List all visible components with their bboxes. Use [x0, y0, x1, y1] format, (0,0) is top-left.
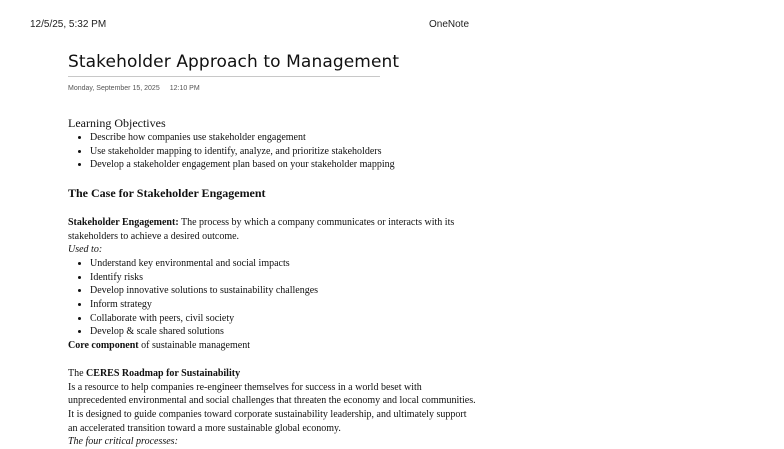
core-component-line: Core component of sustainable management	[68, 340, 250, 352]
title-divider	[68, 76, 380, 77]
list-item: • Develop innovative solutions to sustainability challenges	[90, 284, 478, 298]
definition-text: The process by which a company communicates or interacts with its stakeholders to achieve a desired outcome.	[68, 216, 455, 242]
list-item: • Identify risks	[90, 271, 478, 285]
list-item: • Use stakeholder mapping to identify, analyze, and prioritize stakeholders	[90, 145, 478, 159]
page-title: Stakeholder Approach to Management	[68, 52, 400, 72]
used-to-label: Used to:	[68, 244, 103, 256]
case-heading: The Case for Stakeholder Engagement	[68, 186, 266, 201]
page-meta	[68, 85, 200, 92]
ceres-body: Is a resource to help companies re-engineer themselves for success in a world beset with unprecedented environmental and social challenges that threaten the economy and local communities. It is designed to guide companies toward corporate sustainability leadership, and ultimately support an accelerated transition toward a more sustainable global economy.	[68, 381, 476, 434]
four-processes-label: The four critical processes:	[68, 436, 178, 448]
list-item: • Develop a stakeholder engagement plan based on your stakeholder mapping	[90, 158, 478, 172]
definition-term: Stakeholder Engagement:	[68, 216, 179, 228]
print-date: 12/5/25, 5:32 PM	[30, 19, 107, 30]
page-time: 12:10 PM	[169, 85, 200, 92]
list-item: • Collaborate with peers, civil society	[90, 312, 478, 326]
list-item: • Develop & scale shared solutions	[90, 325, 478, 339]
uses-list	[68, 257, 478, 339]
learning-objectives-list	[68, 131, 478, 172]
list-item: • Understand key environmental and social impacts	[90, 257, 478, 271]
list-item: • Describe how companies use stakeholder engagement	[90, 131, 478, 145]
note-body	[68, 116, 478, 449]
ceres-heading: The CERES Roadmap for Sustainability	[68, 367, 241, 379]
stakeholder-engagement-definition	[68, 216, 478, 243]
print-header	[30, 19, 470, 31]
list-item: • Inform strategy	[90, 298, 478, 312]
page-date: Monday, September 15, 2025	[68, 85, 160, 92]
print-app-name: OneNote	[429, 19, 470, 30]
learning-objectives-heading: Learning Objectives	[68, 116, 166, 130]
